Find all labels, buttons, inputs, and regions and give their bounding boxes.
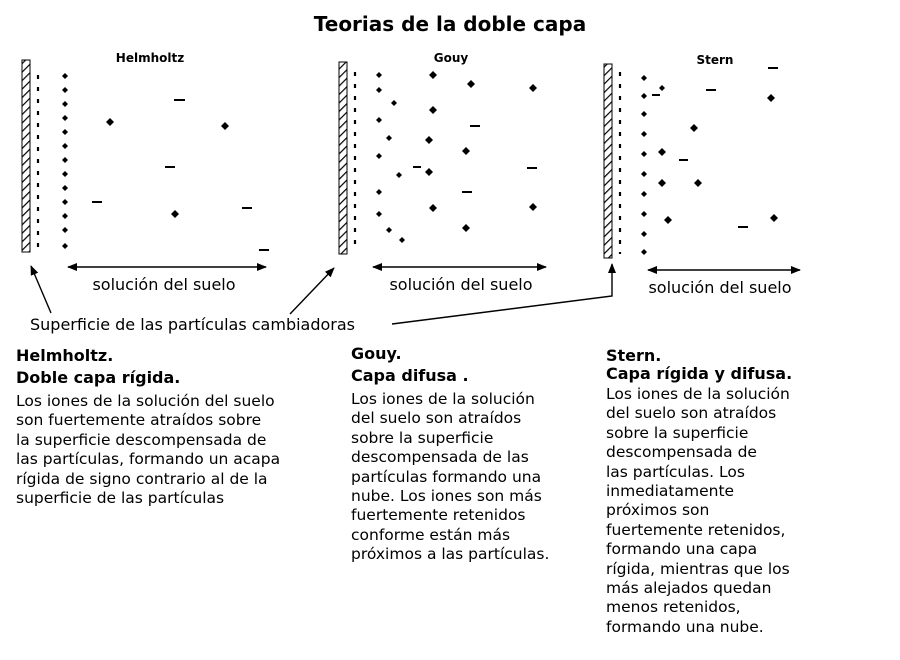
column-name-stern: Stern.	[606, 346, 662, 365]
pointer-arrow-gouy	[290, 268, 334, 314]
panel-label-gouy: Gouy	[433, 51, 469, 65]
axis-label-gouy: solución del suelo	[389, 275, 533, 294]
column-text-helmholtz: Los iones de la solución del suelo son fuertemente atraídos sobre la superficie descompensada de las partículas, formando un acapa rígida de signo contrario al de la superficie de las partículas	[16, 392, 281, 508]
column-name-helmholtz: Helmholtz.	[16, 346, 114, 365]
particle-surface-hatch	[22, 60, 30, 252]
column-text-stern: Los iones de la solución del suelo son atraídos sobre la superficie descompensada de las partículas. Los inmediatamente próximos son fuertemente retenidos, formando una capa rígida, mientras que los más alejados quedan menos retenidos, formando una nube.	[606, 385, 790, 636]
column-subtitle-stern: Capa rígida y difusa.	[606, 364, 793, 383]
free-ions	[376, 71, 537, 243]
cation-column	[62, 73, 68, 249]
column-name-gouy: Gouy.	[351, 344, 402, 363]
column-subtitle-gouy: Capa difusa .	[351, 366, 469, 385]
free-ions	[652, 68, 778, 227]
panel-stern	[604, 53, 800, 297]
cation-column	[641, 75, 647, 255]
panel-gouy	[339, 51, 546, 294]
panel-label-stern: Stern	[696, 53, 734, 67]
free-ions	[92, 100, 269, 250]
column-text-gouy: Los iones de la solución del suelo son atraídos sobre la superficie descompensada de las partículas formando una nube. Los iones son más fuertemente retenidos conforme están más próximos a las partículas.	[351, 390, 550, 564]
pointer-arrow-stern	[392, 264, 612, 324]
axis-label-stern: solución del suelo	[648, 278, 792, 297]
pointer-arrow-helmholtz	[31, 266, 51, 313]
axis-label-helmholtz: solución del suelo	[92, 275, 236, 294]
panel-label-helmholtz: Helmholtz	[115, 51, 185, 65]
surface-caption: Superficie de las partículas cambiadoras	[30, 315, 356, 334]
particle-surface-hatch	[604, 64, 612, 258]
column-subtitle-helmholtz: Doble capa rígida.	[16, 368, 181, 387]
particle-surface-hatch	[339, 62, 347, 254]
panel-helmholtz	[22, 51, 269, 294]
diagram-title: Teorias de la doble capa	[313, 12, 587, 36]
